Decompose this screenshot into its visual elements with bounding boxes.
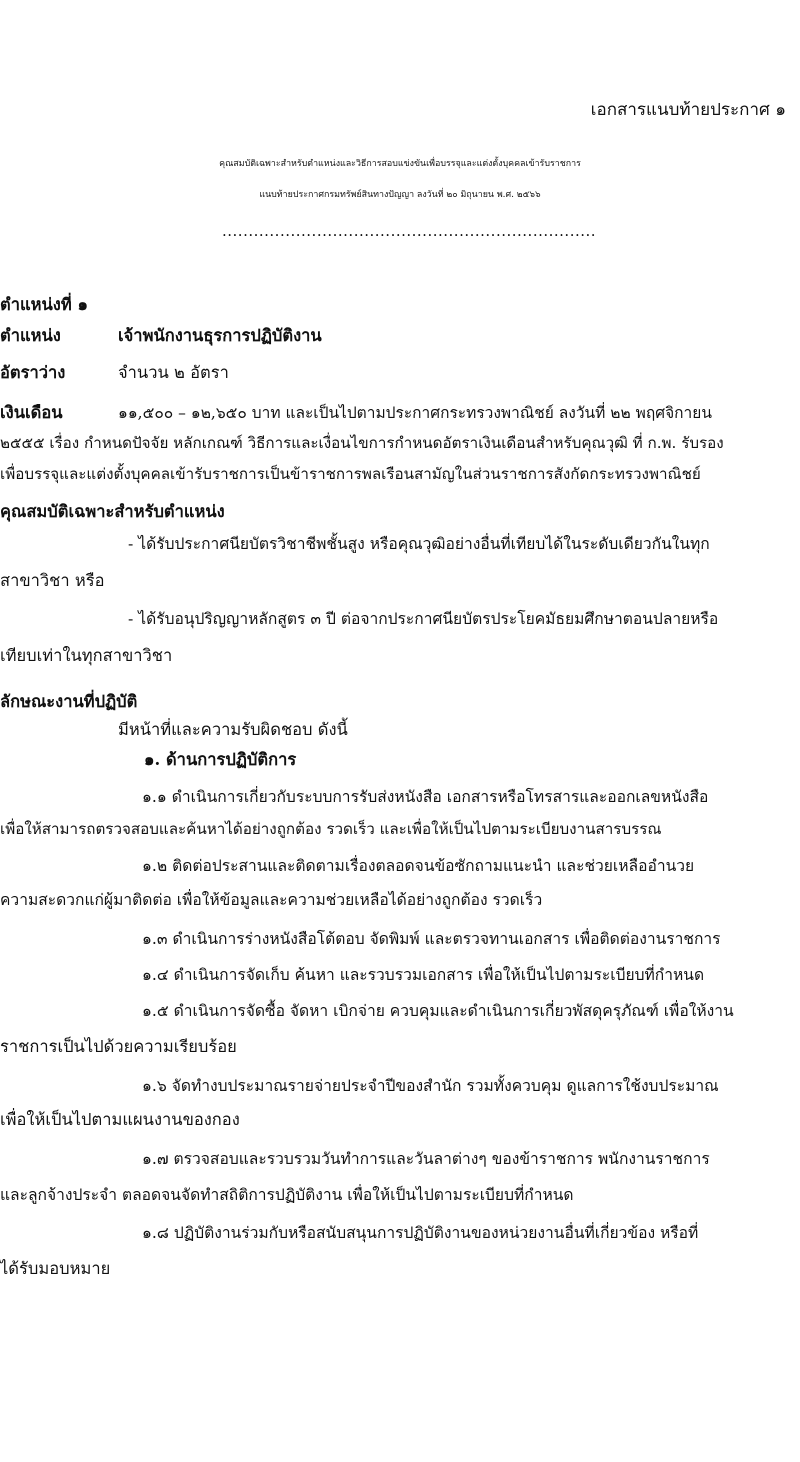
duty-1-2-line-1: ๑.๒ ติดต่อประสานและติดตามเรื่องตลอดจนข้อซักถามแนะนำ และช่วยเหลืออำนวย: [142, 857, 695, 875]
duties-section-1: ๑. ด้านการปฏิบัติการ: [144, 750, 297, 769]
salary-line-3: เพื่อบรรจุและแต่งตั้งบุคคลเข้ารับราชการเป็นข้าราชการพลเรือนสามัญในส่วนราชการสังกัดกระทรวงพาณิชย์: [0, 465, 701, 483]
duty-1-7-line-2: และลูกจ้างประจำ ตลอดจนจัดทำสถิติการปฏิบัติงาน เพื่อให้เป็นไปตามระเบียบที่กำหนด: [0, 1186, 574, 1204]
duty-1-8-line-1: ๑.๘ ปฏิบัติงานร่วมกับหรือสนับสนุนการปฏิบัติงานของหน่วยงานอื่นที่เกี่ยวข้อง หรือที่: [142, 1224, 699, 1242]
duty-1-1-line-2: เพื่อให้สามารถตรวจสอบและค้นหาได้อย่างถูกต้อง รวดเร็ว และเพื่อให้เป็นไปตามระเบียบงานสารบรรณ: [0, 820, 662, 838]
duties-intro: มีหน้าที่และความรับผิดชอบ ดังนี้: [118, 720, 348, 739]
duty-1-6-line-2: เพื่อให้เป็นไปตามแผนงานของกอง: [0, 1110, 240, 1129]
duties-heading: ลักษณะงานที่ปฏิบัติ: [0, 692, 138, 711]
position-title-value: เจ้าพนักงานธุรการปฏิบัติงาน: [118, 326, 322, 345]
position-number-label: ตำแหน่งที่ ๑: [0, 295, 88, 314]
duty-1-1-line-1: ๑.๑ ดำเนินการเกี่ยวกับระบบการรับส่งหนังสือ เอกสารหรือโทรสารและออกเลขหนังสือ: [142, 788, 709, 806]
annex-label: เอกสารแนบท้ายประกาศ ๑: [590, 100, 786, 120]
qualification-1-line-2: สาขาวิชา หรือ: [0, 571, 105, 590]
qualification-1-line-1: - ได้รับประกาศนียบัตรวิชาชีพชั้นสูง หรือคุณวุฒิอย่างอื่นที่เทียบได้ในระดับเดียวกันในทุก: [128, 535, 710, 553]
salary-line-1: ๑๑,๕๐๐ – ๑๒,๖๕๐ บาท และเป็นไปตามประกาศกระทรวงพาณิชย์ ลงวันที่ ๒๒ พฤศจิกายน: [118, 404, 712, 422]
duty-1-6-line-1: ๑.๖ จัดทำงบประมาณรายจ่ายประจำปีของสำนัก รวมทั้งควบคุม ดูแลการใช้งบประมาณ: [142, 1077, 719, 1095]
qualification-2-line-1: - ได้รับอนุปริญญาหลักสูตร ๓ ปี ต่อจากประกาศนียบัตรประโยคมัธยมศึกษาตอนปลายหรือ: [128, 610, 719, 628]
duty-1-2-line-2: ความสะดวกแก่ผู้มาติดต่อ เพื่อให้ข้อมูลและความช่วยเหลือได้อย่างถูกต้อง รวดเร็ว: [0, 891, 543, 909]
duty-1-5-line-2: ราชการเป็นไปด้วยความเรียบร้อย: [0, 1037, 237, 1056]
position-title-label: ตำแหน่ง: [0, 326, 61, 345]
vacancy-label: อัตราว่าง: [0, 363, 66, 382]
qualification-2-line-2: เทียบเท่าในทุกสาขาวิชา: [0, 646, 173, 665]
separator-dots: .......................................................................: [222, 222, 597, 240]
document-title-line-1: คุณสมบัติเฉพาะสำหรับตำแหน่งและวิธีการสอบแข่งขันเพื่อบรรจุและแต่งตั้งบุคคลเข้ารับราชการ: [219, 159, 581, 169]
duty-1-5-line-1: ๑.๕ ดำเนินการจัดซื้อ จัดหา เบิกจ่าย ควบคุมและดำเนินการเกี่ยวพัสดุครุภัณฑ์ เพื่อให้งาน: [142, 1002, 734, 1020]
duty-1-3: ๑.๓ ดำเนินการร่างหนังสือโต้ตอบ จัดพิมพ์ และตรวจทานเอกสาร เพื่อติดต่องานราชการ: [142, 930, 721, 948]
vacancy-value: จำนวน ๒ อัตรา: [118, 363, 229, 382]
duty-1-4: ๑.๔ ดำเนินการจัดเก็บ ค้นหา และรวบรวมเอกสาร เพื่อให้เป็นไปตามระเบียบที่กำหนด: [142, 966, 705, 984]
qualifications-heading: คุณสมบัติเฉพาะสำหรับตำแหน่ง: [0, 502, 225, 521]
salary-line-2: ๒๕๕๕ เรื่อง กำหนดปัจจัย หลักเกณฑ์ วิธีการและเงื่อนไขการกำหนดอัตราเงินเดือนสำหรับคุณวุฒิ ที่ ก.พ. รับรอง: [0, 434, 724, 452]
document-title-line-2: แนบท้ายประกาศกรมทรัพย์สินทางปัญญา ลงวันที่ ๒๐ มิถุนายน พ.ศ. ๒๕๖๖: [259, 190, 541, 200]
duty-1-8-line-2: ได้รับมอบหมาย: [0, 1259, 111, 1278]
duty-1-7-line-1: ๑.๗ ตรวจสอบและรวบรวมวันทำการและวันลาต่างๆ ของข้าราชการ พนักงานราชการ: [142, 1150, 710, 1168]
salary-label: เงินเดือน: [0, 403, 63, 422]
